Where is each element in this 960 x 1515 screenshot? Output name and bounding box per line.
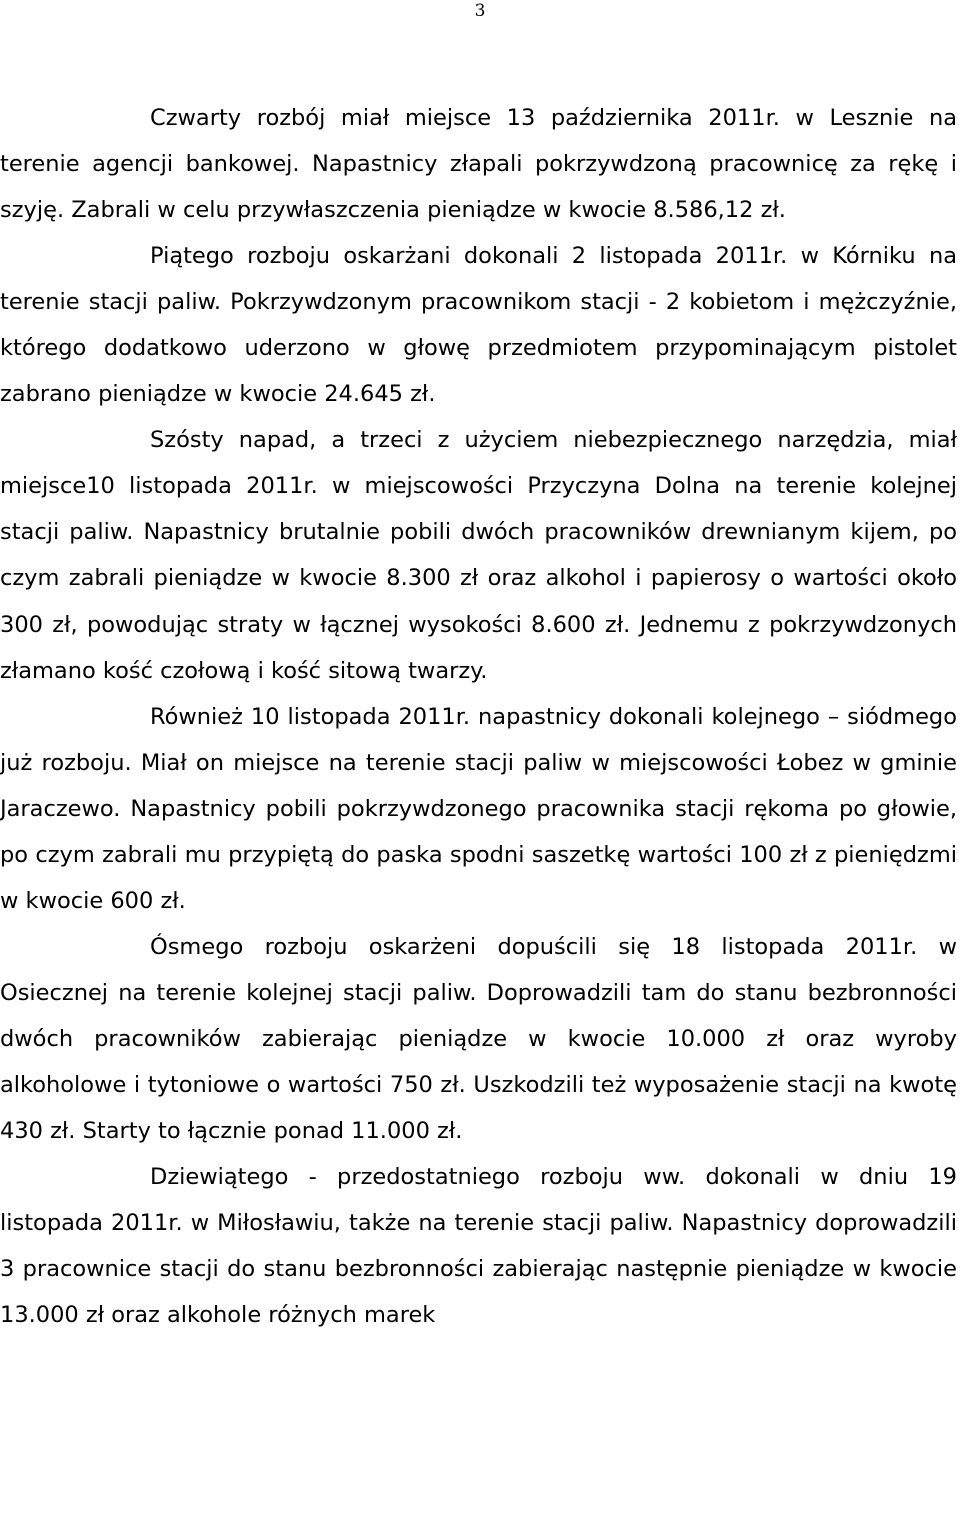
paragraph-9th-robbery: Dziewiątego - przedostatniego rozboju ww. dokonali w dniu 19 listopada 2011r. w Miłosławiu, także na terenie stacji paliw. Napastnicy doprowadzili 3 pracownice stacji do stanu bezbronności zabierając następnie pieniądze w kwocie 13.000 zł oraz alkohole różnych marek bbox=[0, 1164, 957, 1329]
paragraph-6th-robbery: Szósty napad, a trzeci z użyciem niebezpiecznego narzędzia, miał miejsce10 listopada 2011r. w miejscowości Przyczyna Dolna na terenie kolejnej stacji paliw. Napastnicy brutalnie pobili dwóch pracowników drewnianym kijem, po czym zabrali pieniądze w kwocie 8.300 zł oraz alkohol i papierosy o wartości około 300 zł, powodując straty w łącznej wysokości 8.600 zł. Jednemu z pokrzywdzonych złamano kość czołową i kość sitową twarzy. bbox=[0, 427, 957, 684]
paragraph-7th-robbery: Również 10 listopada 2011r. napastnicy dokonali kolejnego – siódmego już rozboju. Miał on miejsce na terenie stacji paliw w miejscowości Łobez w gminie Jaraczewo. Napastnicy pobili pokrzywdzonego pracownika stacji rękoma po głowie, po czym zabrali mu przypiętą do paska spodni saszetkę wartości 100 zł z pieniędzmi w kwocie 600 zł. bbox=[0, 703, 957, 914]
page-number: 3 bbox=[474, 1, 486, 21]
paragraph-5th-robbery: Piątego rozboju oskarżani dokonali 2 listopada 2011r. w Kórniku na terenie stacji paliw. Pokrzywdzonym pracownikom stacji - 2 kobietom i mężczyźnie, którego dodatkowo uderzono w głowę przedmiotem przypominającym pistolet zabrano pieniądze w kwocie 24.645 zł. bbox=[0, 243, 957, 408]
paragraph-4th-robbery: Czwarty rozbój miał miejsce 13 października 2011r. w Lesznie na terenie agencji bankowej. Napastnicy złapali pokrzywdzoną pracownicę za rękę i szyję. Zabrali w celu przywłaszczenia pieniądze w kwocie 8.586,12 zł. bbox=[0, 105, 957, 224]
paragraph-8th-robbery: Ósmego rozboju oskarżeni dopuścili się 18 listopada 2011r. w Osiecznej na terenie kolejnej stacji paliw. Doprowadzili tam do stanu bezbronności dwóch pracowników zabierając pieniądze w kwocie 10.000 zł oraz wyroby alkoholowe i tytoniowe o wartości 750 zł. Uszkodzili też wyposażenie stacji na kwotę 430 zł. Starty to łącznie ponad 11.000 zł. bbox=[0, 933, 957, 1145]
document-body bbox=[0, 95, 957, 1338]
